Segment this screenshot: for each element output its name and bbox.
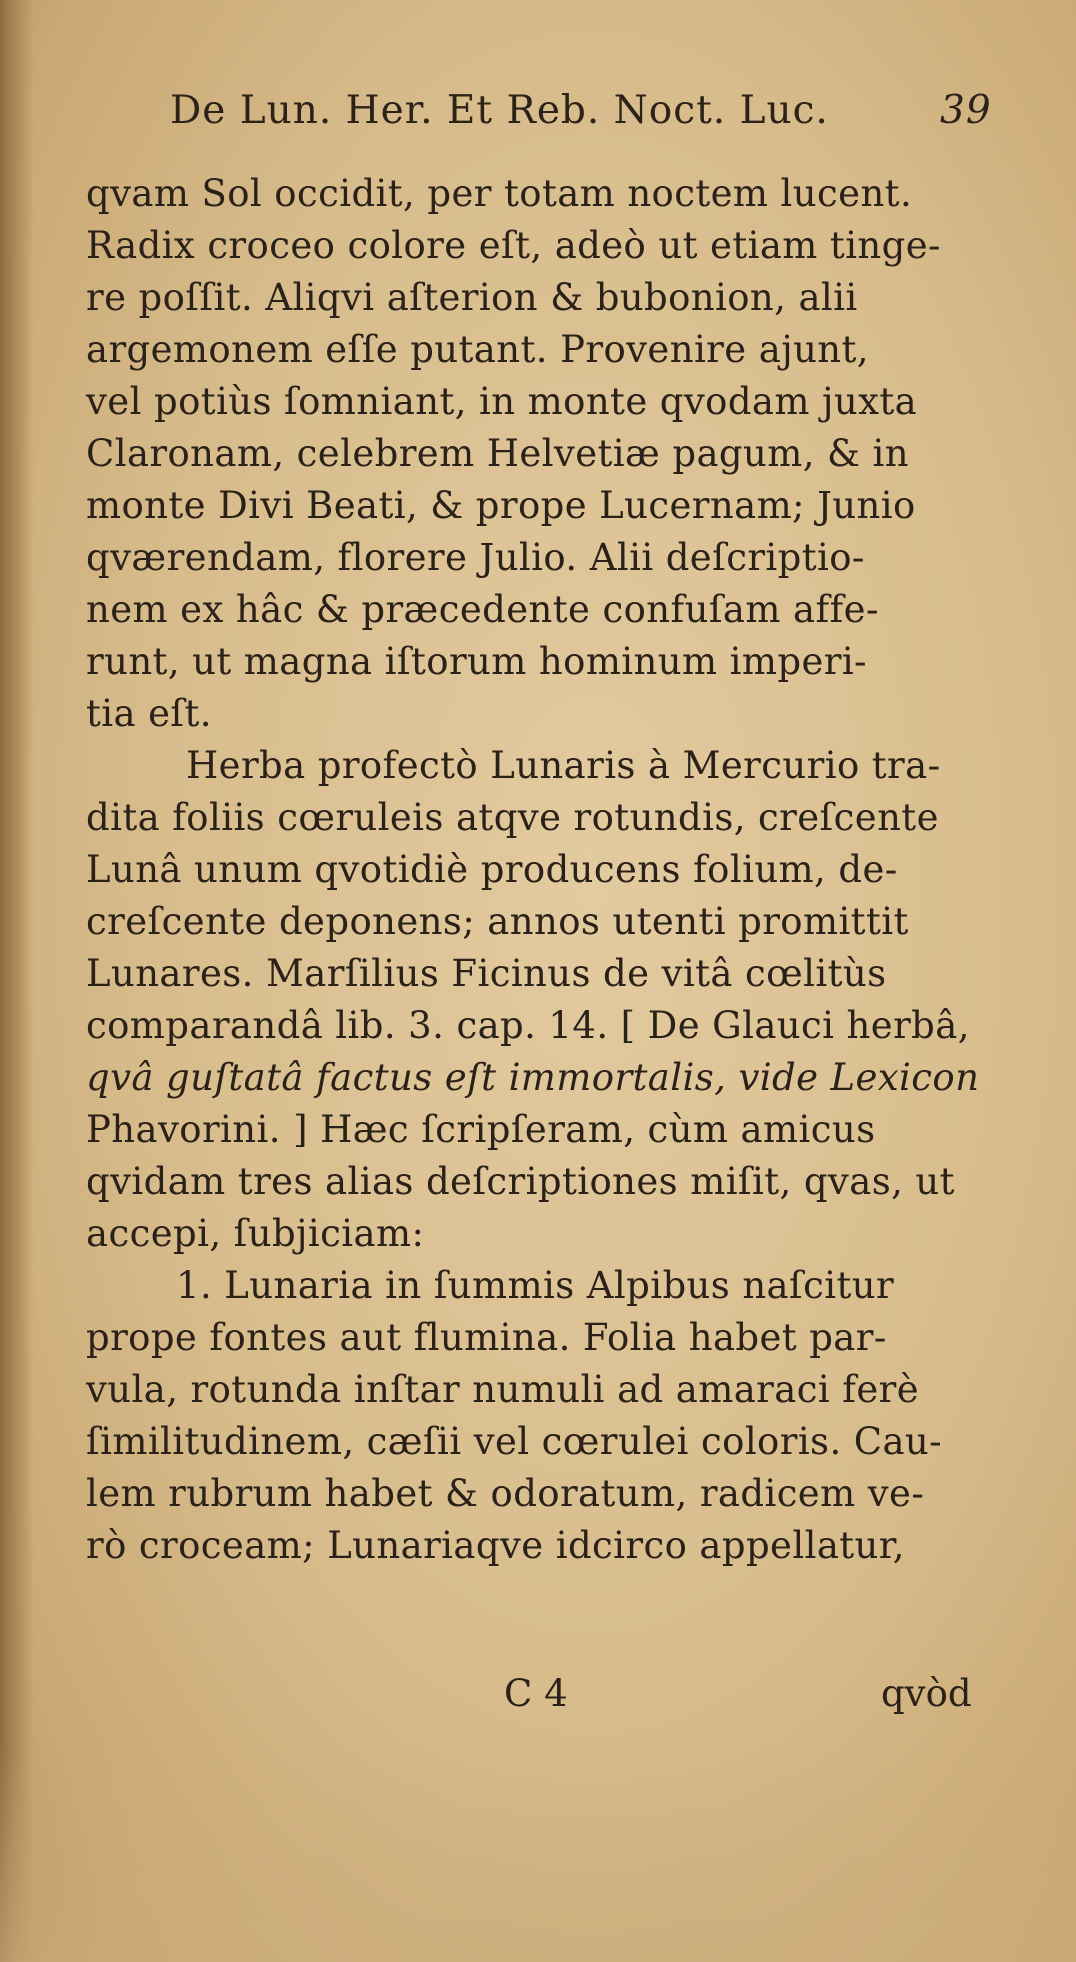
paragraph-start-line: 1. Lunaria in ſummis Alpibus naſcitur [176, 1264, 895, 1307]
text-line: accepi, ſubjiciam: [86, 1212, 425, 1255]
text-line: Phavorini. ] Hæc ſcripſeram, cùm amicus [86, 1108, 876, 1151]
catchword: qvòd [881, 1672, 972, 1715]
page-bottom-shading [0, 1742, 1076, 1962]
text-line: Lunares. Marſilius Ficinus de vitâ cœlitùs [86, 952, 887, 995]
text-line: Radix croceo colore eſt, adeò ut etiam tinge- [86, 224, 941, 267]
text-line: re poſſit. Aliqvi aſterion & bubonion, alii [86, 276, 858, 319]
text-line: lem rubrum habet & odoratum, radicem ve- [86, 1472, 925, 1515]
text-line: runt, ut magna iſtorum hominum imperi- [86, 640, 867, 683]
signature-mark: C 4 [504, 1672, 568, 1715]
text-line: qværendam, florere Julio. Alii deſcriptio- [86, 536, 865, 579]
running-title: De Lun. Her. Et Reb. Noct. Luc. [170, 88, 829, 133]
text-line: qvam Sol occidit, per totam noctem lucent. [86, 172, 913, 215]
text-line: creſcente deponens; annos utenti promittit [86, 900, 909, 943]
body-text [86, 168, 1031, 1572]
page-number: 39 [940, 88, 992, 133]
text-line: qvidam tres alias deſcriptiones miſit, qvas, ut [86, 1160, 955, 1203]
text-line: vel potiùs ſomniant, in monte qvodam juxta [86, 380, 918, 423]
text-line: ſimilitudinem, cæſii vel cœrulei coloris. Cau- [86, 1420, 943, 1463]
text-line: vula, rotunda inſtar numuli ad amaraci ferè [86, 1368, 920, 1411]
paragraph-start-line: Herba profectò Lunaris à Mercurio tra- [186, 744, 941, 787]
text-line: prope fontes aut flumina. Folia habet par- [86, 1316, 887, 1359]
text-line: qvâ guſtatâ factus eſt immortalis, vide Lexicon [86, 1056, 980, 1099]
text-line: tia eſt. [86, 692, 212, 735]
text-line: nem ex hâc & præcedente confuſam affe- [86, 588, 879, 631]
text-line: comparandâ lib. 3. cap. 14. [ De Glauci herbâ, [86, 1004, 970, 1047]
text-line: Lunâ unum qvotidiè producens folium, de- [86, 848, 898, 891]
text-line: argemonem eſſe putant. Provenire ajunt, [86, 328, 869, 371]
text-line: monte Divi Beati, & prope Lucernam; Junio [86, 484, 916, 527]
page-footer [86, 1672, 1031, 1726]
page-header [170, 88, 1030, 138]
text-line: dita foliis cœruleis atqve rotundis, creſcente [86, 796, 939, 839]
text-line: Claronam, celebrem Helvetiæ pagum, & in [86, 432, 909, 475]
page-gutter-edge [0, 0, 34, 1962]
text-line: rò croceam; Lunariaqve idcirco appellatur, [86, 1524, 905, 1567]
